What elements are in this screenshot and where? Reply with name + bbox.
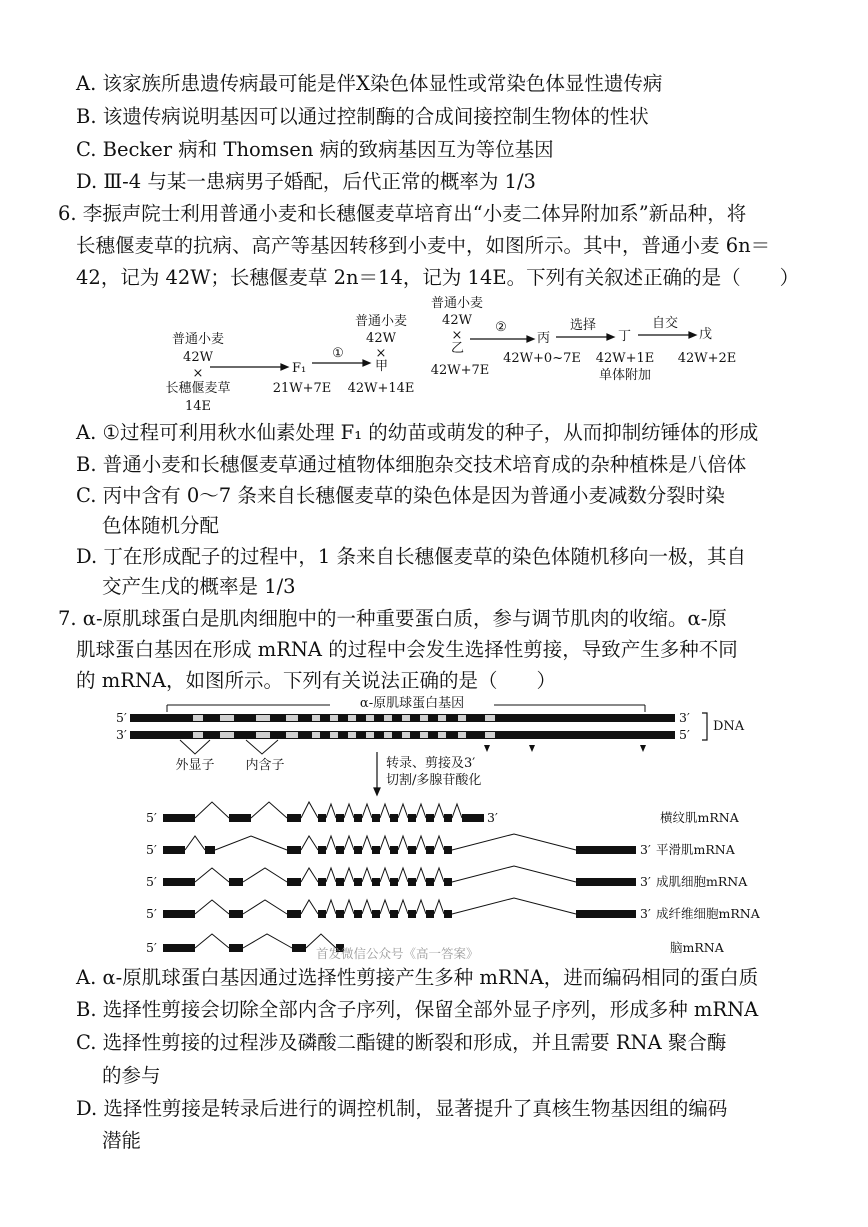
q6-option-a: A. ①过程可利用秋水仙素处理 F₁ 的幼苗或萌发的种子，从而抑制纺锤体的形成	[76, 421, 759, 444]
q7-mrna-label-4: 成纤维细胞mRNA	[656, 906, 760, 921]
q6-jia-code: 42W+14E	[347, 381, 415, 396]
q7-row4-5prime: 5′	[146, 906, 157, 921]
q6-jia: 甲	[375, 359, 389, 374]
q6-f1: F₁	[292, 361, 307, 376]
q7-row1-5prime: 5′	[146, 810, 157, 825]
q6-wu-code: 42W+2E	[677, 351, 737, 366]
q6-p2-code: 14E	[184, 399, 212, 414]
q7-option-d-line2: 潜能	[102, 1129, 142, 1152]
q7-mrna-label-3: 成肌细胞mRNA	[656, 874, 748, 889]
q6-cross-3: ×	[451, 328, 463, 343]
q7-option-b: B. 选择性剪接会切除全部内含子序列，保留全部外显子序列，形成多种 mRNA	[76, 998, 759, 1021]
q7-stem-line1: 7. α-原肌球蛋白是肌肉细胞中的一种重要蛋白质，参与调节肌肉的收缩。α-原	[58, 607, 727, 630]
q6-select: 选择	[569, 318, 597, 333]
q7-mrna-label-5: 脑mRNA	[670, 940, 724, 955]
q7-mrna-label-1: 横纹肌mRNA	[660, 810, 739, 825]
q6-ding-code: 42W+1E	[595, 351, 655, 366]
q6-stem-line3: 42，记为 42W；长穗偃麦草 2n＝14，记为 14E。下列有关叙述正确的是（ ）	[76, 266, 800, 289]
q5-option-b: B. 该遗传病说明基因可以通过控制酶的合成间接控制生物体的性状	[76, 105, 649, 128]
q6-step1: ①	[332, 346, 344, 361]
q6-yi-parent-name: 普通小麦	[430, 296, 484, 311]
q7-row4-3prime: 3′	[640, 906, 651, 921]
q6-option-c-line2: 色体随机分配	[102, 514, 220, 537]
q7-mrna-label-2: 平滑肌mRNA	[656, 842, 735, 857]
q7-dna-top-3prime: 3′	[679, 710, 690, 725]
q6-f1-code: 21W+7E	[272, 381, 332, 396]
q5-option-a: A. 该家族所患遗传病最可能是伴X染色体显性或常染色体显性遗传病	[76, 72, 663, 95]
q6-yi: 乙	[451, 341, 465, 356]
q7-gene-label: α-原肌球蛋白基因	[356, 696, 468, 711]
q6-cross-2: ×	[375, 346, 387, 361]
q7-process-line1: 转录、剪接及3′	[386, 756, 476, 771]
watermark-text: 首发微信公众号《高一答案》	[316, 946, 479, 961]
q6-option-c-line1: C. 丙中含有 0～7 条来自长穗偃麦草的染色体是因为普通小麦减数分裂时染	[76, 484, 725, 507]
q6-ding: 丁	[618, 329, 632, 344]
q7-dna-top-5prime: 5′	[116, 710, 127, 725]
q6-yi-code: 42W+7E	[430, 363, 490, 378]
q5-option-d: D. Ⅲ-4 与某一患病男子婚配，后代正常的概率为 1/3	[76, 170, 536, 193]
q7-process-line2: 切割/多腺苷酸化	[386, 773, 482, 788]
q7-option-a: A. α-原肌球蛋白基因通过选择性剪接产生多种 mRNA，进而编码相同的蛋白质	[76, 966, 759, 989]
q7-option-c-line1: C. 选择性剪接的过程涉及磷酸二酯键的断裂和形成，并且需要 RNA 聚合酶	[76, 1031, 727, 1054]
q6-cross-1: ×	[192, 366, 204, 381]
q7-row1-3prime: 3′	[487, 810, 498, 825]
q7-stem-line2: 肌球蛋白基因在形成 mRNA 的过程中会发生选择性剪接，导致产生多种不同	[76, 638, 738, 661]
q7-option-d-line1: D. 选择性剪接是转录后进行的调控机制，显著提升了真核生物基因组的编码	[76, 1097, 728, 1120]
q6-stem-line2: 长穗偃麦草的抗病、高产等基因转移到小麦中，如图所示。其中，普通小麦 6n＝	[76, 234, 771, 257]
q7-dna-bottom-3prime: 3′	[116, 727, 127, 742]
q6-option-d-line1: D. 丁在形成配子的过程中，1 条来自长穗偃麦草的染色体随机移向一极，其自	[76, 545, 746, 568]
q6-option-b: B. 普通小麦和长穗偃麦草通过植物体细胞杂交技术培育成的杂种植株是八倍体	[76, 453, 747, 476]
q5-option-c: C. Becker 病和 Thomsen 病的致病基因互为等位基因	[76, 138, 554, 161]
q7-option-c-line2: 的参与	[102, 1064, 161, 1087]
q7-row2-3prime: 3′	[640, 842, 651, 857]
q7-dna-label: DNA	[713, 719, 745, 734]
q6-bing-code: 42W+0~7E	[503, 351, 581, 366]
q6-selfing: 自交	[651, 316, 679, 331]
q7-row5-5prime: 5′	[146, 940, 157, 955]
q6-jia-parent-name: 普通小麦	[354, 314, 408, 329]
q6-ding-note: 单体附加	[598, 368, 652, 383]
q7-intron-label: 内含子	[245, 758, 285, 773]
q7-row3-5prime: 5′	[146, 874, 157, 889]
q7-row2-5prime: 5′	[146, 842, 157, 857]
q7-exon-label: 外显子	[175, 758, 215, 773]
q7-row3-3prime: 3′	[640, 874, 651, 889]
q6-p2-name: 长穗偃麦草	[165, 381, 231, 396]
q6-p1-name: 普通小麦	[171, 332, 225, 347]
q6-stem-line1: 6. 李振声院士利用普通小麦和长穗偃麦草培育出“小麦二体异附加系”新品种，将	[58, 202, 747, 225]
q6-option-d-line2: 交产生戊的概率是 1/3	[102, 575, 296, 598]
q7-stem-line3: 的 mRNA，如图所示。下列有关说法正确的是（ ）	[76, 669, 557, 692]
q6-jia-parent-code: 42W	[366, 331, 396, 346]
q6-wu: 戊	[699, 327, 713, 342]
q7-dna-bottom-5prime: 5′	[679, 727, 690, 742]
q6-bing: 丙	[537, 331, 551, 346]
q6-yi-parent-code: 42W	[442, 313, 472, 328]
q6-step2: ②	[495, 320, 507, 335]
q6-p1-code: 42W	[183, 350, 213, 365]
